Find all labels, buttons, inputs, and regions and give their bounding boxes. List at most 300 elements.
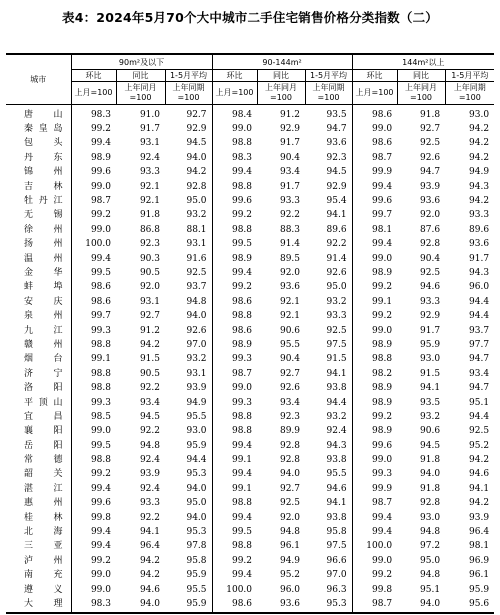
small-mom-cell: 99.4	[71, 137, 116, 151]
medium-mom-cell: 99.4	[212, 569, 257, 583]
city-name-cell: 惠州	[24, 498, 63, 509]
medium-mom-cell: 99.3	[212, 396, 257, 410]
large-yoy-cell: 94.0	[420, 598, 441, 609]
large-mom-cell: 99.3	[352, 468, 397, 482]
medium-mom-cell: 98.6	[212, 324, 257, 338]
large-yoy-cell: 91.7	[420, 325, 441, 336]
small-mom-cell: 99.4	[71, 540, 116, 554]
table-row	[6, 209, 494, 223]
medium-ytd-cell: 94.7	[326, 124, 347, 135]
small-mom-cell: 98.6	[71, 281, 116, 295]
city-name-cell: 济宁	[24, 368, 63, 379]
large-ytd-cell: 94.6	[469, 469, 490, 480]
small-mom-cell: 99.4	[71, 525, 116, 539]
medium-yoy-cell: 92.5	[279, 498, 301, 509]
large-yoy-cell: 95.9	[420, 339, 441, 350]
medium-ytd-cell: 92.3	[326, 152, 347, 163]
medium-ytd-cell: 91.5	[326, 354, 347, 365]
city-name-cell: 牡丹江	[24, 196, 63, 207]
small-mom-cell: 99.7	[71, 309, 116, 323]
table-row	[6, 151, 494, 165]
small-mom-cell: 99.2	[71, 468, 116, 482]
small-ytd-cell: 93.9	[186, 383, 207, 394]
base-yoy: 上年同月=100	[257, 82, 305, 105]
medium-yoy-cell: 88.3	[279, 224, 301, 235]
medium-ytd-cell: 93.6	[326, 138, 347, 149]
small-yoy-cell: 92.2	[139, 426, 160, 437]
table-row	[6, 223, 494, 237]
large-ytd-cell: 94.2	[469, 124, 490, 135]
large-ytd-cell: 94.2	[469, 196, 490, 207]
medium-mom-cell: 99.3	[212, 353, 257, 367]
large-yoy-cell: 90.6	[420, 426, 441, 437]
large-ytd-cell: 93.7	[469, 325, 490, 336]
city-name-cell: 秦皇岛	[24, 124, 63, 135]
large-mom-cell: 98.9	[352, 338, 397, 352]
large-ytd-cell: 94.7	[469, 354, 490, 365]
large-ytd-cell: 95.2	[469, 440, 490, 451]
small-ytd-cell: 94.0	[186, 483, 207, 494]
small-ytd-cell: 92.9	[186, 124, 207, 135]
medium-ytd-cell: 93.8	[326, 512, 347, 523]
small-ytd-cell: 92.6	[186, 325, 207, 336]
table-row	[6, 569, 494, 583]
small-yoy-cell: 94.1	[139, 527, 160, 538]
medium-yoy-cell: 94.8	[279, 527, 301, 538]
table-row	[6, 252, 494, 266]
small-yoy-cell: 96.4	[139, 541, 160, 552]
large-ytd-cell: 98.1	[469, 541, 490, 552]
base-ytd: 上年同期=100	[305, 82, 352, 105]
medium-yoy-cell: 92.0	[279, 512, 301, 523]
table-row	[6, 309, 494, 323]
large-mom-cell: 99.7	[352, 209, 397, 223]
large-ytd-cell: 95.9	[469, 584, 490, 595]
medium-yoy-cell: 94.9	[279, 555, 301, 566]
small-mom-cell: 99.2	[71, 554, 116, 568]
large-yoy-cell: 93.5	[420, 397, 441, 408]
small-mom-cell: 98.5	[71, 410, 116, 424]
base-yoy: 上年同月=100	[397, 82, 445, 105]
medium-yoy-cell: 92.2	[279, 210, 301, 221]
base-mom: 上月=100	[352, 82, 397, 105]
small-yoy-cell: 94.2	[139, 555, 160, 566]
small-mom-cell: 98.8	[71, 338, 116, 352]
small-ytd-cell: 94.0	[186, 152, 207, 163]
large-ytd-cell: 94.2	[469, 455, 490, 466]
small-yoy-cell: 91.0	[139, 109, 160, 120]
small-ytd-cell: 94.2	[186, 167, 207, 178]
small-ytd-cell: 95.0	[186, 196, 207, 207]
small-ytd-cell: 95.9	[186, 570, 207, 581]
large-ytd-cell: 93.6	[469, 239, 490, 250]
large-mom-cell: 99.0	[352, 324, 397, 338]
medium-ytd-cell: 92.6	[326, 267, 347, 278]
medium-mom-cell: 99.4	[212, 511, 257, 525]
table-row	[6, 166, 494, 180]
table-row	[6, 137, 494, 151]
medium-mom-cell: 99.4	[212, 439, 257, 453]
small-mom-cell: 99.0	[71, 583, 116, 597]
group-header-large: 144m²以上	[352, 54, 494, 70]
large-ytd-cell: 92.5	[469, 426, 490, 437]
city-name-cell: 襄阳	[24, 426, 63, 437]
large-ytd-cell: 94.2	[469, 498, 490, 509]
small-mom-cell: 99.6	[71, 497, 116, 511]
small-mom-cell: 99.0	[71, 223, 116, 237]
city-name-cell: 徐州	[24, 224, 63, 235]
small-ytd-cell: 95.9	[186, 440, 207, 451]
small-mom-cell: 99.4	[71, 252, 116, 266]
city-name-cell: 烟台	[24, 354, 63, 365]
medium-yoy-cell: 92.0	[279, 267, 301, 278]
city-name-cell: 九江	[24, 325, 63, 336]
medium-yoy-cell: 92.1	[279, 311, 301, 322]
table-row	[6, 353, 494, 367]
large-mom-cell: 99.4	[352, 525, 397, 539]
medium-ytd-cell: 91.4	[326, 253, 347, 264]
large-yoy-cell: 93.6	[420, 196, 441, 207]
small-yoy-cell: 93.9	[139, 469, 160, 480]
medium-mom-cell: 98.7	[212, 367, 257, 381]
medium-mom-cell: 98.9	[212, 252, 257, 266]
large-ytd-cell: 93.4	[469, 368, 490, 379]
large-mom-cell: 100.0	[352, 540, 397, 554]
medium-mom-cell: 99.2	[212, 554, 257, 568]
small-mom-cell: 98.6	[71, 295, 116, 309]
city-name-cell: 南充	[24, 570, 63, 581]
small-yoy-cell: 94.0	[139, 598, 160, 609]
medium-yoy-cell: 91.7	[279, 138, 301, 149]
large-mom-cell: 99.9	[352, 166, 397, 180]
table-row	[6, 266, 494, 280]
table-row	[6, 468, 494, 482]
small-yoy-cell: 91.8	[139, 210, 160, 221]
table-row	[6, 453, 494, 467]
medium-yoy-cell: 93.4	[279, 397, 301, 408]
city-name-cell: 泉州	[24, 311, 63, 322]
table-row	[6, 554, 494, 568]
table-row	[6, 338, 494, 352]
medium-ytd-cell: 95.5	[326, 469, 347, 480]
small-ytd-cell: 93.7	[186, 282, 207, 293]
table-title: 表4：2024年5月70个大中城市二手住宅销售价格分类指数（二）	[62, 10, 438, 25]
small-ytd-cell: 93.0	[186, 426, 207, 437]
small-mom-cell: 99.0	[71, 569, 116, 583]
medium-mom-cell: 98.8	[212, 410, 257, 424]
large-mom-cell: 99.0	[352, 554, 397, 568]
medium-ytd-cell: 94.6	[326, 483, 347, 494]
base-mom: 上月=100	[71, 82, 116, 105]
large-yoy-cell: 92.9	[420, 311, 441, 322]
small-ytd-cell: 94.0	[186, 512, 207, 523]
city-name-cell: 遵义	[24, 584, 63, 595]
city-name-cell: 吉林	[24, 181, 63, 192]
medium-yoy-cell: 92.3	[279, 411, 301, 422]
medium-mom-cell: 99.1	[212, 482, 257, 496]
large-mom-cell: 98.2	[352, 367, 397, 381]
subhead-mom: 环比	[212, 70, 257, 82]
large-mom-cell: 99.1	[352, 295, 397, 309]
medium-ytd-cell: 96.3	[326, 584, 347, 595]
medium-mom-cell: 98.8	[212, 223, 257, 237]
medium-yoy-cell: 91.2	[279, 109, 301, 120]
table-row	[6, 324, 494, 338]
large-ytd-cell: 93.9	[469, 512, 490, 523]
table-row	[6, 482, 494, 496]
large-yoy-cell: 93.0	[420, 512, 441, 523]
large-mom-cell: 98.7	[352, 497, 397, 511]
table-row	[6, 497, 494, 511]
medium-ytd-cell: 97.0	[326, 570, 347, 581]
medium-ytd-cell: 94.4	[326, 397, 347, 408]
medium-ytd-cell: 94.3	[326, 440, 347, 451]
large-ytd-cell: 94.3	[469, 267, 490, 278]
medium-ytd-cell: 97.5	[326, 541, 347, 552]
city-name-cell: 桂林	[24, 512, 63, 523]
large-yoy-cell: 93.2	[420, 411, 441, 422]
medium-yoy-cell: 92.7	[279, 483, 301, 494]
medium-yoy-cell: 90.4	[279, 354, 301, 365]
small-yoy-cell: 92.7	[139, 311, 160, 322]
medium-yoy-cell: 96.1	[279, 541, 301, 552]
small-yoy-cell: 90.5	[139, 368, 160, 379]
medium-mom-cell: 99.2	[212, 281, 257, 295]
small-mom-cell: 100.0	[71, 238, 116, 252]
large-mom-cell: 98.9	[352, 266, 397, 280]
medium-ytd-cell: 92.5	[326, 325, 347, 336]
small-mom-cell: 98.8	[71, 381, 116, 395]
small-ytd-cell: 94.8	[186, 296, 207, 307]
small-yoy-cell: 92.1	[139, 196, 160, 207]
large-yoy-cell: 91.8	[420, 483, 441, 494]
medium-ytd-cell: 95.3	[326, 598, 347, 609]
table-row	[6, 367, 494, 381]
large-mom-cell: 99.4	[352, 238, 397, 252]
medium-yoy-cell: 89.5	[279, 253, 301, 264]
city-name-cell: 丹东	[24, 152, 63, 163]
base-yoy: 上年同月=100	[116, 82, 165, 105]
city-name-cell: 岳阳	[24, 440, 63, 451]
medium-mom-cell: 98.8	[212, 540, 257, 554]
medium-ytd-cell: 89.6	[326, 224, 347, 235]
large-ytd-cell: 94.4	[469, 296, 490, 307]
medium-yoy-cell: 92.8	[279, 440, 301, 451]
small-mom-cell: 98.3	[71, 105, 116, 123]
small-ytd-cell: 97.0	[186, 339, 207, 350]
small-yoy-cell: 93.1	[139, 296, 160, 307]
medium-yoy-cell: 90.6	[279, 325, 301, 336]
city-column-header: 城市	[6, 54, 71, 105]
small-yoy-cell: 94.8	[139, 440, 160, 451]
large-mom-cell: 98.9	[352, 425, 397, 439]
medium-mom-cell: 98.8	[212, 180, 257, 194]
small-mom-cell: 99.2	[71, 209, 116, 223]
large-ytd-cell: 94.3	[469, 181, 490, 192]
large-ytd-cell: 94.2	[469, 138, 490, 149]
large-yoy-cell: 94.0	[420, 469, 441, 480]
small-yoy-cell: 94.2	[139, 339, 160, 350]
large-mom-cell: 99.8	[352, 583, 397, 597]
medium-yoy-cell: 91.4	[279, 239, 301, 250]
large-mom-cell: 99.6	[352, 194, 397, 208]
small-ytd-cell: 91.6	[186, 253, 207, 264]
table-row	[6, 583, 494, 597]
large-ytd-cell: 96.0	[469, 282, 490, 293]
medium-mom-cell: 99.0	[212, 122, 257, 136]
medium-yoy-cell: 92.9	[279, 124, 301, 135]
medium-ytd-cell: 97.5	[326, 339, 347, 350]
medium-mom-cell: 98.9	[212, 338, 257, 352]
subhead-yoy: 同比	[257, 70, 305, 82]
table-row	[6, 396, 494, 410]
medium-mom-cell: 98.8	[212, 137, 257, 151]
small-yoy-cell: 92.4	[139, 483, 160, 494]
small-yoy-cell: 90.3	[139, 253, 160, 264]
header-row-bases	[6, 82, 494, 105]
medium-yoy-cell: 92.8	[279, 455, 301, 466]
large-yoy-cell: 90.4	[420, 253, 441, 264]
small-mom-cell: 99.0	[71, 425, 116, 439]
large-mom-cell: 99.6	[352, 439, 397, 453]
small-yoy-cell: 93.3	[139, 498, 160, 509]
city-name-cell: 洛阳	[24, 383, 63, 394]
small-mom-cell: 98.8	[71, 367, 116, 381]
city-name-cell: 唐山	[24, 109, 63, 120]
small-yoy-cell: 94.6	[139, 584, 160, 595]
small-mom-cell: 99.5	[71, 266, 116, 280]
subhead-ytd-avg: 1-5月平均	[165, 70, 212, 82]
large-yoy-cell: 94.8	[420, 570, 441, 581]
small-yoy-cell: 91.5	[139, 354, 160, 365]
large-mom-cell: 98.1	[352, 223, 397, 237]
table-row	[6, 180, 494, 194]
medium-yoy-cell: 93.3	[279, 196, 301, 207]
price-index-table	[6, 53, 494, 614]
small-yoy-cell: 92.4	[139, 152, 160, 163]
medium-mom-cell: 98.4	[212, 105, 257, 123]
small-mom-cell: 99.2	[71, 122, 116, 136]
table-row	[6, 295, 494, 309]
small-mom-cell: 99.3	[71, 324, 116, 338]
small-mom-cell: 99.4	[71, 482, 116, 496]
large-mom-cell: 99.0	[352, 453, 397, 467]
medium-mom-cell: 98.8	[212, 309, 257, 323]
large-yoy-cell: 94.8	[420, 527, 441, 538]
medium-ytd-cell: 94.1	[326, 368, 347, 379]
large-yoy-cell: 92.8	[420, 239, 441, 250]
small-yoy-cell: 86.8	[139, 224, 160, 235]
small-ytd-cell: 95.3	[186, 469, 207, 480]
large-yoy-cell: 93.9	[420, 181, 441, 192]
large-ytd-cell: 95.6	[469, 598, 490, 609]
city-name-cell: 包头	[24, 138, 63, 149]
large-ytd-cell: 91.7	[469, 253, 490, 264]
city-name-cell: 三亚	[24, 541, 63, 552]
table-row	[6, 540, 494, 554]
small-yoy-cell: 94.5	[139, 411, 160, 422]
medium-ytd-cell: 93.8	[326, 455, 347, 466]
medium-yoy-cell: 92.1	[279, 296, 301, 307]
medium-yoy-cell: 92.7	[279, 368, 301, 379]
large-ytd-cell: 93.3	[469, 210, 490, 221]
large-yoy-cell: 87.6	[420, 224, 441, 235]
medium-mom-cell: 99.0	[212, 381, 257, 395]
city-name-cell: 韶关	[24, 469, 63, 480]
medium-yoy-cell: 94.0	[279, 469, 301, 480]
large-mom-cell: 98.6	[352, 137, 397, 151]
base-mom: 上月=100	[212, 82, 257, 105]
large-yoy-cell: 95.0	[420, 555, 441, 566]
medium-mom-cell: 99.2	[212, 209, 257, 223]
large-yoy-cell: 92.5	[420, 267, 441, 278]
large-yoy-cell: 92.8	[420, 498, 441, 509]
large-ytd-cell: 94.9	[469, 167, 490, 178]
medium-ytd-cell: 95.4	[326, 196, 347, 207]
small-yoy-cell: 92.2	[139, 512, 160, 523]
medium-ytd-cell: 93.2	[326, 296, 347, 307]
table-row	[6, 439, 494, 453]
large-mom-cell: 99.4	[352, 180, 397, 194]
large-yoy-cell: 92.7	[420, 124, 441, 135]
medium-yoy-cell: 90.4	[279, 152, 301, 163]
small-yoy-cell: 93.1	[139, 138, 160, 149]
large-ytd-cell: 96.4	[469, 527, 490, 538]
city-name-cell: 温州	[24, 253, 63, 264]
large-yoy-cell: 95.1	[420, 584, 441, 595]
large-ytd-cell: 93.0	[469, 109, 490, 120]
small-yoy-cell: 92.3	[139, 239, 160, 250]
large-ytd-cell: 94.1	[469, 483, 490, 494]
city-name-cell: 蚌埠	[24, 282, 63, 293]
group-header-medium: 90-144m²	[212, 54, 352, 70]
large-ytd-cell: 94.4	[469, 411, 490, 422]
table-row	[6, 597, 494, 612]
table-row	[6, 105, 494, 123]
large-mom-cell: 99.2	[352, 410, 397, 424]
large-ytd-cell: 95.1	[469, 397, 490, 408]
small-mom-cell: 99.5	[71, 439, 116, 453]
large-mom-cell: 99.0	[352, 122, 397, 136]
medium-ytd-cell: 96.6	[326, 555, 347, 566]
small-ytd-cell: 94.5	[186, 138, 207, 149]
small-ytd-cell: 94.4	[186, 455, 207, 466]
subhead-ytd-avg: 1-5月平均	[305, 70, 352, 82]
small-ytd-cell: 92.5	[186, 267, 207, 278]
medium-mom-cell: 100.0	[212, 583, 257, 597]
small-ytd-cell: 93.1	[186, 368, 207, 379]
medium-ytd-cell: 92.9	[326, 181, 347, 192]
subhead-yoy: 同比	[397, 70, 445, 82]
medium-ytd-cell: 94.1	[326, 210, 347, 221]
base-ytd: 上年同期=100	[165, 82, 212, 105]
small-ytd-cell: 95.9	[186, 598, 207, 609]
small-yoy-cell: 90.5	[139, 267, 160, 278]
large-mom-cell: 98.7	[352, 597, 397, 612]
large-yoy-cell: 94.1	[420, 383, 441, 394]
subhead-mom: 环比	[352, 70, 397, 82]
medium-mom-cell: 99.5	[212, 238, 257, 252]
large-yoy-cell: 94.6	[420, 282, 441, 293]
city-name-cell: 北海	[24, 527, 63, 538]
small-yoy-cell: 93.4	[139, 397, 160, 408]
small-yoy-cell: 91.2	[139, 325, 160, 336]
medium-ytd-cell: 95.8	[326, 527, 347, 538]
large-ytd-cell: 94.7	[469, 383, 490, 394]
small-ytd-cell: 93.1	[186, 239, 207, 250]
small-mom-cell: 98.9	[71, 151, 116, 165]
medium-yoy-cell: 93.6	[279, 282, 301, 293]
